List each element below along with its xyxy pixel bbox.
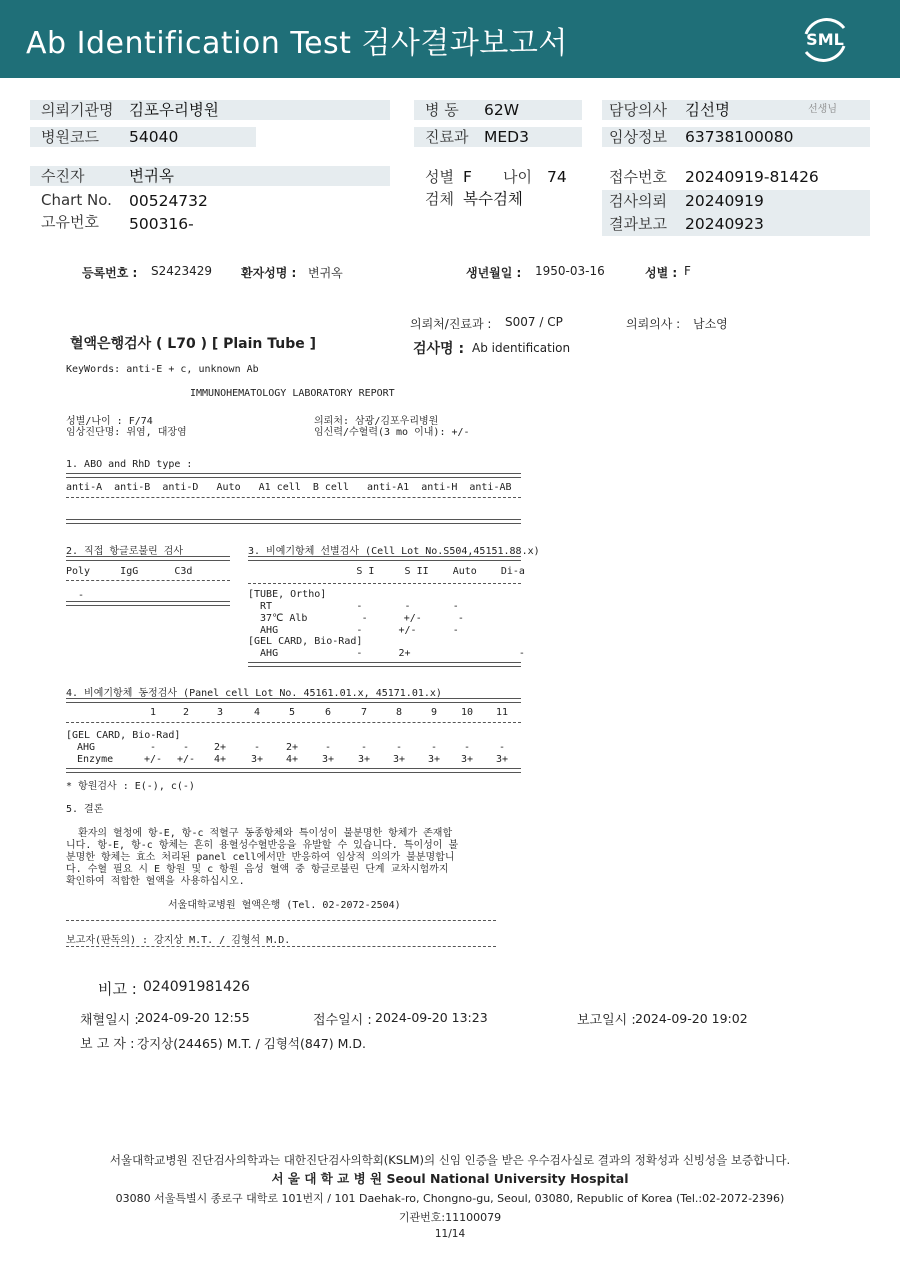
logo-text: SML xyxy=(806,30,844,49)
diagnosis: 임상진단명: 위염, 대장염 xyxy=(66,427,187,438)
sml-logo-icon xyxy=(798,14,852,64)
rule xyxy=(66,722,521,723)
rule xyxy=(248,556,521,561)
panel-cell: 3+ xyxy=(495,754,509,765)
page-number: 11/14 xyxy=(434,1228,466,1240)
panel-cell: - xyxy=(395,742,403,753)
sex-label: 성별 xyxy=(425,168,454,186)
antigen-line: * 항원검사 : E(-), c(-) xyxy=(66,781,195,792)
panel-col-header: 4 xyxy=(253,707,261,718)
sec3-row: AHG - +/- - xyxy=(248,625,459,636)
report-time-value: 2024-09-20 19:02 xyxy=(635,1011,748,1026)
rule xyxy=(66,768,521,773)
conclusion-line: 니다. 항-E, 항-c 항체는 흔히 용혈성수혈반응을 유발할 수 있습니다. 특이성이 불 xyxy=(66,840,459,851)
panel-cell: - xyxy=(498,742,506,753)
rule xyxy=(248,662,521,667)
panel-cell: - xyxy=(149,742,157,753)
panel-cell: 3+ xyxy=(357,754,371,765)
reporter-value: 강지상(24465) M.T. / 김형석(847) M.D. xyxy=(137,1036,366,1051)
reporter-label: 보 고 자 : xyxy=(80,1037,135,1052)
receive-label: 접수일시 : xyxy=(313,1013,372,1028)
doctor-label: 담당의사 xyxy=(609,101,667,119)
remark-label: 비고 : xyxy=(98,980,137,998)
panel-col-header: 2 xyxy=(182,707,190,718)
specimen-value: 복수검체 xyxy=(463,190,523,208)
doctor-suffix: 선생님 xyxy=(808,104,837,115)
hospital-address: 03080 서울특별시 종로구 대학로 101번지 / 101 Daehak-ro, Chongno-gu, Seoul, 03080, Republic of Korea (Tel.:02-2072-2396) xyxy=(115,1192,785,1205)
panel-cell: - xyxy=(463,742,471,753)
panel-cell: 2+ xyxy=(285,742,299,753)
collect-label: 채혈일시 : xyxy=(80,1013,139,1028)
test-name-value: Ab identification xyxy=(472,341,571,355)
chart-label: Chart No. xyxy=(41,191,112,209)
keywords: KeyWords: anti-E + c, unknown Ab xyxy=(66,364,259,375)
lab-title: IMMUNOHEMATOLOGY LABORATORY REPORT xyxy=(190,388,395,399)
test-title: 혈액은행검사 ( L70 ) [ Plain Tube ] xyxy=(70,336,317,352)
name-label: 환자성명 : xyxy=(241,266,297,280)
panel-cell: +/- xyxy=(143,754,163,765)
request-label: 검사의뢰 xyxy=(609,192,667,210)
hospcode-value: 54040 xyxy=(129,128,179,146)
panel-col-header: 8 xyxy=(395,707,403,718)
referrer-value: S007 / CP xyxy=(505,315,563,329)
sec3-row: 37℃ Alb - +/- - xyxy=(248,613,464,624)
sex-age: 성별/나이 : F/74 xyxy=(66,416,153,427)
sec4-group: [GEL CARD, Bio-Rad] xyxy=(66,730,181,741)
panel-cell: - xyxy=(360,742,368,753)
sec4-title: 4. 비예기항체 동정검사 (Panel cell Lot No. 45161.01.x, 45171.01.x) xyxy=(66,688,442,699)
sec2-vals: - xyxy=(66,590,85,601)
panel-cell: 4+ xyxy=(213,754,227,765)
sec2-cols: Poly IgG C3d xyxy=(66,566,193,577)
report-header xyxy=(0,0,900,78)
sec1-title: 1. ABO and RhD type : xyxy=(66,459,193,470)
sec3-cols: S I S II Auto Di-a xyxy=(248,566,525,577)
panel-cell: 3+ xyxy=(427,754,441,765)
panel-col-header: 10 xyxy=(460,707,474,718)
panel-cell: - xyxy=(324,742,332,753)
sec2-title: 2. 직접 항글로불린 검사 xyxy=(66,546,184,557)
sec3-row: RT - - - xyxy=(248,601,459,612)
institution-number: 기관번호:11100079 xyxy=(398,1211,502,1224)
panel-cell: - xyxy=(430,742,438,753)
sex-value: F xyxy=(463,168,472,186)
result-label: 결과보고 xyxy=(609,215,667,233)
panel-row-label: Enzyme xyxy=(77,754,114,765)
sec1-cols: anti-A anti-B anti-D Auto A1 cell B cell anti-A1 anti-H anti-AB xyxy=(66,482,512,493)
ward-value: 62W xyxy=(484,101,520,119)
rule xyxy=(66,601,230,606)
dept-label: 진료과 xyxy=(425,128,469,146)
panel-col-header: 6 xyxy=(324,707,332,718)
dob-label: 생년월일 : xyxy=(466,266,522,280)
reg-value: S2423429 xyxy=(151,264,213,278)
clinical-label: 임상정보 xyxy=(609,128,667,146)
panel-col-header: 1 xyxy=(149,707,157,718)
chart-value: 00524732 xyxy=(129,192,208,210)
panel-cell: 4+ xyxy=(285,754,299,765)
org-value: 김포우리병원 xyxy=(129,101,219,119)
reception-value: 20240919-81426 xyxy=(685,168,819,186)
age-label: 나이 xyxy=(503,168,532,186)
panel-row-label: AHG xyxy=(77,742,96,753)
panel-col-header: 9 xyxy=(430,707,438,718)
certification-text: 서울대학교병원 진단검사의학과는 대한진단검사의학회(KSLM)의 신임 인증을 받은 우수검사실로 결과의 정확성과 신빙성을 보증합니다. xyxy=(109,1153,791,1167)
hospcode-label: 병원코드 xyxy=(41,128,99,146)
conclusion-line: 분명한 항체는 효소 처리된 panel cell에서만 반응하여 임상적 의의가 불분명합니 xyxy=(66,852,455,863)
reporter-line: 보고자(판독의) : 강지상 M.T. / 김형석 M.D. xyxy=(66,935,291,946)
panel-cell: - xyxy=(182,742,190,753)
rule xyxy=(66,580,230,581)
report-title: Ab Identification Test 검사결과보고서 xyxy=(26,26,568,61)
specimen-label: 검체 xyxy=(425,190,454,208)
org-label: 의뢰기관명 xyxy=(41,101,114,119)
panel-cell: 3+ xyxy=(321,754,335,765)
sec5-title: 5. 결론 xyxy=(66,804,104,815)
panel-cell: 3+ xyxy=(392,754,406,765)
rule xyxy=(66,497,521,498)
rule xyxy=(66,473,521,478)
ward-label: 병 동 xyxy=(425,101,459,119)
doctor-value: 김선명 xyxy=(685,101,730,119)
conclusion-line: 확인하여 적합한 혈액을 사용하십시오. xyxy=(66,876,245,887)
rule xyxy=(66,556,230,561)
pregnancy-line: 임신력/수혈력(3 mo 이내): +/- xyxy=(314,427,470,438)
age-value: 74 xyxy=(547,168,567,186)
pbar-sex-label: 성별 : xyxy=(645,266,678,280)
patient-value: 변귀옥 xyxy=(129,167,174,185)
conclusion-line: 다. 수혈 필요 시 E 항원 및 c 항원 음성 혈액 중 항글로불린 단계 교차시험까지 xyxy=(66,864,449,875)
rule xyxy=(66,519,521,524)
bloodbank-line: 서울대학교병원 혈액은행 (Tel. 02-2072-2504) xyxy=(168,900,401,911)
sec3-row: AHG - 2+ - xyxy=(248,648,525,659)
sec3-title: 3. 비예기항체 선별검사 (Cell Lot No.S504,45151.88.x) xyxy=(248,546,540,557)
collect-value: 2024-09-20 12:55 xyxy=(137,1010,250,1025)
rule xyxy=(66,920,496,921)
sec3-row: [GEL CARD, Bio-Rad] xyxy=(248,636,363,647)
uid-label: 고유번호 xyxy=(41,213,99,231)
request-value: 20240919 xyxy=(685,192,764,210)
requester-line: 의뢰처: 삼광/김포우리병원 xyxy=(314,416,439,427)
dept-value: MED3 xyxy=(484,128,529,146)
panel-cell: 3+ xyxy=(460,754,474,765)
rule xyxy=(248,583,521,584)
remark-value: 024091981426 xyxy=(143,979,250,995)
rule xyxy=(66,946,496,947)
panel-cell: +/- xyxy=(176,754,196,765)
report-time-label: 보고일시 : xyxy=(577,1013,636,1028)
referrer-label: 의뢰처/진료과 : xyxy=(410,317,492,331)
result-value: 20240923 xyxy=(685,215,764,233)
uid-value: 500316- xyxy=(129,215,194,233)
panel-col-header: 3 xyxy=(216,707,224,718)
panel-col-header: 5 xyxy=(288,707,296,718)
panel-cell: 2+ xyxy=(213,742,227,753)
reg-label: 등록번호 : xyxy=(82,266,138,280)
panel-col-header: 11 xyxy=(495,707,509,718)
receive-value: 2024-09-20 13:23 xyxy=(375,1010,488,1025)
pbar-sex-value: F xyxy=(684,264,691,278)
panel-col-header: 7 xyxy=(360,707,368,718)
clinical-value: 63738100080 xyxy=(685,128,794,146)
test-name-label: 검사명 : xyxy=(413,341,465,357)
requester-value: 남소영 xyxy=(693,317,728,331)
rule xyxy=(66,698,521,703)
name-value: 변귀옥 xyxy=(308,266,343,280)
hospital-name: 서 울 대 학 교 병 원 Seoul National University Hospital xyxy=(271,1171,629,1186)
requester-label: 의뢰의사 : xyxy=(626,317,681,331)
panel-cell: 3+ xyxy=(250,754,264,765)
patient-label: 수진자 xyxy=(41,167,85,185)
panel-cell: - xyxy=(253,742,261,753)
reception-label: 접수번호 xyxy=(609,168,667,186)
dob-value: 1950-03-16 xyxy=(535,264,605,278)
sec3-row: [TUBE, Ortho] xyxy=(248,589,327,600)
conclusion-line: 환자의 혈청에 항-E, 항-c 적혈구 동종항체와 특이성이 불분명한 항체가 존재합 xyxy=(66,828,453,839)
